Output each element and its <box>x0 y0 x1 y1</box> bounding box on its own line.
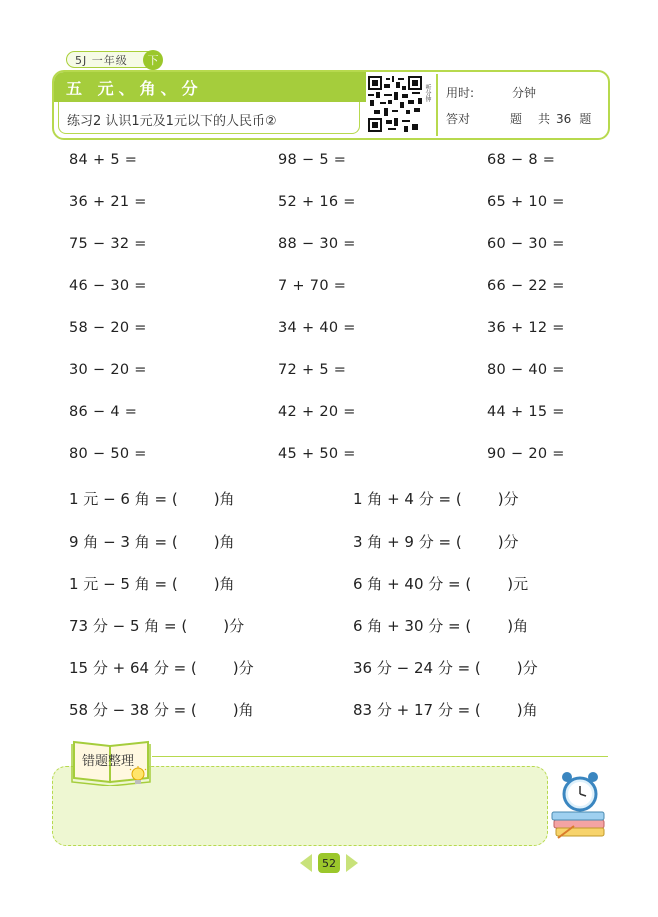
arith-item: 98 − 5 = <box>278 152 347 168</box>
arith-item: 44 + 15 = <box>487 404 565 420</box>
unit-title: 五 元、角、分 <box>66 79 203 98</box>
arith-item: 30 − 20 = <box>69 362 147 378</box>
total-label: 共 <box>538 112 551 126</box>
grade-badge <box>66 51 162 68</box>
money-item: 36 分 − 24 分 = ( )分 <box>353 659 538 677</box>
header-title-block <box>54 72 366 138</box>
money-item: 58 分 − 38 分 = ( )角 <box>69 701 254 719</box>
arith-item: 36 + 21 = <box>69 194 147 210</box>
money-item: 3 角 + 9 分 = ( )分 <box>353 533 519 551</box>
time-unit: 分钟 <box>512 86 537 100</box>
arith-item: 45 + 50 = <box>278 446 356 462</box>
arith-item: 86 − 4 = <box>69 404 138 420</box>
total-unit: 题 <box>579 112 592 126</box>
grade-term-badge: 下 <box>143 50 163 70</box>
arith-item: 66 − 22 = <box>487 278 565 294</box>
arith-item: 80 − 50 = <box>69 446 147 462</box>
alarm-clock-icon <box>548 768 610 842</box>
arith-item: 68 − 8 = <box>487 152 556 168</box>
unit-band <box>54 72 366 102</box>
arith-item: 42 + 20 = <box>278 404 356 420</box>
time-row <box>446 84 536 101</box>
correct-label: 答对 <box>446 112 471 126</box>
qr-block[interactable] <box>366 74 432 136</box>
arith-item: 34 + 40 = <box>278 320 356 336</box>
questions-unit: 题 <box>510 112 523 126</box>
arith-item: 46 − 30 = <box>69 278 147 294</box>
money-item: 15 分 + 64 分 = ( )分 <box>69 659 254 677</box>
arith-item: 36 + 12 = <box>487 320 565 336</box>
money-item: 1 角 + 4 分 = ( )分 <box>353 490 519 508</box>
arith-item: 65 + 10 = <box>487 194 565 210</box>
lesson-box <box>58 102 360 134</box>
money-item: 73 分 − 5 角 = ( )分 <box>69 617 245 635</box>
money-item: 1 元 − 5 角 = ( )角 <box>69 575 235 593</box>
money-item: 9 角 − 3 角 = ( )角 <box>69 533 235 551</box>
money-item: 6 角 + 40 分 = ( )元 <box>353 575 529 593</box>
arith-item: 90 − 20 = <box>487 446 565 462</box>
arith-item: 60 − 30 = <box>487 236 565 252</box>
money-item: 6 角 + 30 分 = ( )角 <box>353 617 529 635</box>
score-block <box>436 74 606 136</box>
notes-divider <box>152 756 608 757</box>
lightbulb-icon <box>128 766 148 788</box>
qr-code-icon[interactable] <box>368 76 422 132</box>
money-item: 83 分 + 17 分 = ( )角 <box>353 701 538 719</box>
arith-item: 88 − 30 = <box>278 236 356 252</box>
score-row <box>446 110 591 127</box>
total-count: 36 <box>556 112 572 126</box>
arith-item: 80 − 40 = <box>487 362 565 378</box>
grade-label: 5J 一年级 <box>75 53 128 67</box>
arith-item: 75 − 32 = <box>69 236 147 252</box>
qr-side-text: 听分钟 <box>424 84 431 102</box>
time-label: 用时: <box>446 86 475 100</box>
lesson-title: 练习2 认识1元及1元以下的人民币② <box>67 114 277 129</box>
notes-label: 错题整理 <box>82 754 135 769</box>
arith-item: 72 + 5 = <box>278 362 347 378</box>
money-item: 1 元 − 6 角 = ( )角 <box>69 490 235 508</box>
page-number: 52 <box>318 853 340 873</box>
arith-item: 58 − 20 = <box>69 320 147 336</box>
arith-item: 7 + 70 = <box>278 278 347 294</box>
arith-item: 84 + 5 = <box>69 152 138 168</box>
arith-item: 52 + 16 = <box>278 194 356 210</box>
